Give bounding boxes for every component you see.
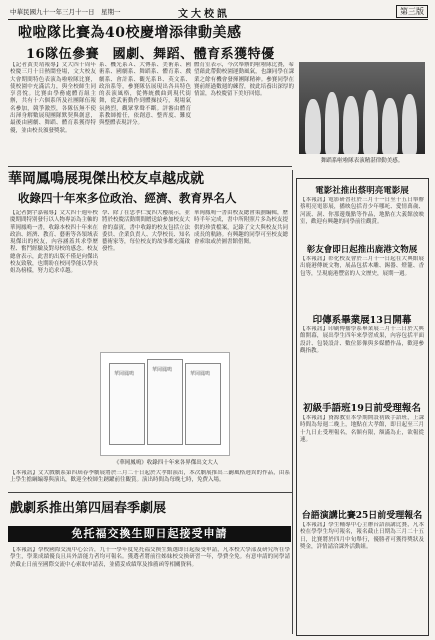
divider — [8, 166, 292, 167]
article2-subheadline: 收錄四十年來多位政治、經濟、教育界名人 — [18, 191, 237, 205]
article1-body-left: 【記者黃美靖報導】文大四十周年校慶三月十日熱鬧登場，文大校友大會期間特色表演為啦啦隊比賽，使校園中充滿活力，與全校師生同享喜悅。比賽由學務處體育組主辦，共有十六個系所及社團隊伍報名參加，競爭激烈，各隊伍無不使出渾身解數展現團隊默契與創意，最後由國劇、舞蹈、體育系獲得特優，並由校長頒發獎狀。 — [10, 62, 96, 134]
brief-body-3: 【本報訊】印刷傳播學系畢業展三月十三日於大典館開幕，展出學生四年來學習成果，內容包括平面設計、包裝設計、數位影像與多媒體作品，歡迎參觀指教。 — [300, 326, 424, 354]
article2-headline: 華岡鳳鳴展現傑出校友卓越成就 — [8, 171, 204, 187]
brief-body-2: 【本報訊】彰化校友會於三月十一日起在大典館展出鹿港傳統文物，展品包括木雕、錫器、燈籠、香包等，呈現鹿港豐富的人文歷史，展期一週。 — [300, 256, 424, 277]
books-photo: 華岡鳳鳴 華岡鳳鳴 華岡鳳鳴 — [100, 352, 230, 456]
brief-title-3: 印傳系畢業展13日開幕 — [312, 315, 412, 326]
masthead — [8, 5, 428, 20]
brief-body-4: 【本報訊】資源教室本學期開設初級手語班，上課時間為每週二晚上，地點在大孝館，即日起至三月十九日止受理報名，名額有限，額滿為止，欲報從速。 — [300, 415, 424, 443]
article4-body: 【本報訊】學校國際交流中心公告，九十一學年度免托福交換生甄選即日起接受申請，凡本校大學部及研究所在學學生，學業成績優良且具外語能力者均可報名。獲選者將前往姊妹校交換研習一年，學費全免。有意申請的同學請於截止日前至國際交流中心索取申請表，並備妥成績單及推薦函等相關資料。 — [10, 547, 290, 568]
issue-date: 中華民國九十一年三月十一日 星期一 — [10, 8, 121, 16]
books-caption: 《華岡鳳鳴》收錄四十年來各界傑出文大人 — [113, 460, 219, 466]
cheerleading-photo — [299, 62, 425, 154]
article2-body-mid: 學、除了在忠孝仁愛四大樓展示，並將於校慶活動期間贈送給參加校友大會的嘉賓，書中收錄的校友包括立法委員、企業負責人、大學校長、知名藝術家等，每位校友的故事都充滿啟發性。 — [102, 210, 190, 253]
brief-title-1: 電影社推出蔡明亮電影展 — [315, 186, 409, 196]
article1-subheadline: 16隊伍參賽 國劇、舞蹈、體育系獲特優 — [26, 47, 275, 62]
brief-title-2: 彰友會即日起推出鹿港文物展 — [306, 245, 418, 255]
article3-headline: 戲劇系推出第四屆春季劇展 — [10, 501, 167, 516]
divider — [8, 492, 292, 493]
brief-title-4: 初級手語班19日前受理報名 — [303, 403, 421, 414]
article3-body: 【本報訊】文大戲劇系第四屆春季劇展將於三月二十日起於大孝館演出，本次劇展推出三齣風格迥異的作品，由系上學生擔綱編導與演出，歡迎全校師生踴躍前往觀賞。演出時間為每晚七時，免費入場。 — [10, 470, 290, 484]
article1-body-mid: 系、機光系Ａ、大傳系、美術系、國術系、國劇系、舞蹈系、體育系、戲劇系、會計系、觀光系Ｂ、英文系、政治系等，參賽隊伍展現出各具特色的表演風格，從傳統戲曲到現代街舞，從武術動作到體操技巧，現場氣氛熱烈，觀眾掌聲不斷。評審由體育系教師擔任，依創意、整齊度、難度與整體表現評分。 — [99, 62, 191, 127]
page-number: 第三版 — [396, 5, 428, 18]
article1-headline: 啦啦隊比賽為40校慶增添律動美感 — [18, 25, 242, 41]
brief-body-5: 【本報訊】學生輔導中心主辦台語演講比賽，凡本校在學學生均可報名，報名截止日期為三月二十五日，比賽將於四月中旬舉行，優勝者可獲得獎狀及獎金，詳情請洽課外活動組。 — [300, 522, 424, 550]
column-rule — [292, 170, 293, 634]
article1-body-right: 體育室表示，今次舉辦的啦啦隊比賽，希望藉此帶動校園運動風氣，也讓同學在課業之餘有機會發揮團隊精神。參賽同學在賽前經過數週的練習，彼此培養出深厚的情誼，為校慶留下美好回憶。 — [194, 62, 294, 98]
brief-body-1: 【本報訊】電影研習社於三月十一日至十五日舉辦蔡明亮電影展，播映包括青少年哪吒、愛情萬歲、河流、洞、你那邊幾點等作品，地點在大義館放映室，歡迎有興趣的同學前往觀賞。 — [300, 197, 424, 225]
brief-title-5: 台語演講比賽25日前受理報名 — [301, 511, 423, 521]
paper-title: 文大校訊 — [178, 9, 230, 20]
article2-body-left: 【記者劉宇嘉報導】文大四十週年校慶期間特別發行以人物專訪為主軸的華岡鳳鳴一書，收錄本校四十年來在政治、經濟、教育、藝術等各領域表現傑出的校友，內容涵蓋其求學歷程、奮鬥經驗及對母校的感念。校友總會表示，此書的出版不僅是向傑出校友致敬，也期盼在校同學能以學長姐為榜樣，努力追求卓越。 — [10, 210, 98, 275]
photo-caption: 舞蹈系啦啦隊表演精湛律動美感。 — [320, 158, 404, 164]
exchange-student-banner: 免托福交換生即日起接受申請 — [8, 526, 291, 542]
article2-body-right: 華岡鳳鳴一書由校友總會策劃編輯，歷時半年完成，書中所附照片多為校友提供的珍貴檔案，記錄了文大與校友共同成長的軌跡。有興趣的同學可至校友總會索取或於圖書館借閱。 — [194, 210, 288, 246]
